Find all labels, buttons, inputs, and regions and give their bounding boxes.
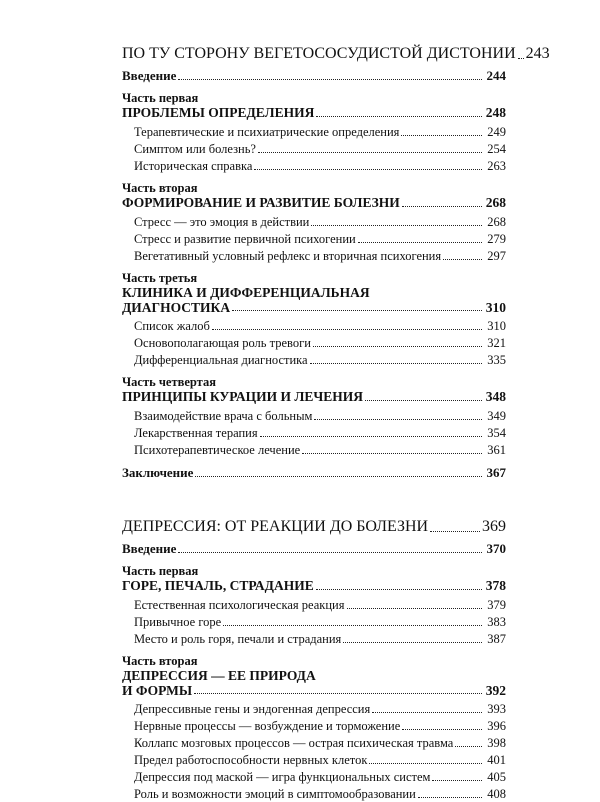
chapter-entry[interactable] — [122, 123, 506, 140]
part-title-entry[interactable] — [122, 668, 506, 698]
page-number: 379 — [487, 598, 506, 612]
chapter-entry[interactable] — [122, 630, 506, 647]
chapter-entry[interactable] — [122, 785, 506, 802]
chapter-title: Место и роль горя, печали и страдания — [134, 632, 342, 646]
chapter-title: Роль и возможности эмоций в симптомообразовании — [134, 787, 416, 801]
part-title: ГОРЕ, ПЕЧАЛЬ, СТРАДАНИЕ — [122, 578, 314, 593]
chapter-entry[interactable] — [122, 700, 506, 717]
chapter-title: Психотерапевтическое лечение — [134, 443, 301, 457]
page-number: 243 — [525, 45, 550, 62]
conclusion-label: Заключение — [122, 465, 194, 480]
chapter-entry[interactable] — [122, 734, 506, 751]
page-number: 354 — [487, 426, 506, 440]
leader-dots — [316, 589, 482, 590]
chapter-entry[interactable] — [122, 613, 506, 630]
part-title: ДИАГНОСТИКА — [122, 300, 231, 315]
chapter-entry[interactable] — [122, 247, 506, 264]
chapter-title: Лекарственная терапия — [134, 426, 258, 440]
page-number: 392 — [485, 683, 506, 698]
chapter-title: Депрессия под маской — игра функциональных систем — [134, 770, 431, 784]
leader-dots — [178, 79, 482, 80]
chapter-title: Естественная психологическая реакция — [134, 598, 345, 612]
part-label: Часть четвертая — [122, 375, 216, 389]
book-title-entry[interactable] — [122, 42, 550, 63]
part-label: Часть первая — [122, 564, 199, 578]
chapter-entry[interactable] — [122, 334, 506, 351]
page-number: 268 — [487, 215, 506, 229]
part-title: ПРОБЛЕМЫ ОПРЕДЕЛЕНИЯ — [122, 105, 315, 120]
chapter-list — [122, 407, 506, 458]
leader-dots — [432, 780, 482, 781]
leader-dots — [232, 310, 482, 311]
page-number: 393 — [487, 702, 506, 716]
part-title: ФОРМИРОВАНИЕ И РАЗВИТИЕ БОЛЕЗНИ — [122, 195, 400, 210]
chapter-title: Терапевтические и психиатрические определения — [134, 125, 400, 139]
chapter-entry[interactable] — [122, 424, 506, 441]
chapter-list — [122, 123, 506, 174]
chapter-entry[interactable] — [122, 717, 506, 734]
page-number: 297 — [487, 249, 506, 263]
chapter-title: Основополагающая роль тревоги — [134, 336, 311, 350]
chapter-list — [122, 317, 506, 368]
leader-dots — [518, 58, 524, 59]
leader-dots — [372, 712, 482, 713]
chapter-list — [122, 213, 506, 264]
part-title: КЛИНИКА И ДИФФЕРЕНЦИАЛЬНАЯ — [122, 285, 370, 300]
page-number: 310 — [485, 300, 506, 315]
leader-dots — [194, 693, 482, 694]
intro-entry[interactable] — [122, 540, 506, 557]
page-number: 387 — [487, 632, 506, 646]
leader-dots — [347, 608, 483, 609]
part-title-entry[interactable] — [122, 389, 506, 405]
chapter-entry[interactable] — [122, 351, 506, 368]
book-title-entry[interactable] — [122, 515, 506, 536]
page-number: 405 — [487, 770, 506, 784]
chapter-entry[interactable] — [122, 317, 506, 334]
chapter-title: Нервные процессы — возбуждение и торможение — [134, 719, 401, 733]
leader-dots — [310, 363, 482, 364]
page-number: 321 — [487, 336, 506, 350]
intro-entry[interactable] — [122, 67, 506, 84]
leader-dots — [343, 642, 482, 643]
part-title-entry[interactable] — [122, 285, 506, 315]
part-label: Часть третья — [122, 271, 198, 285]
page-number: 383 — [487, 615, 506, 629]
chapter-entry[interactable] — [122, 230, 506, 247]
chapter-entry[interactable] — [122, 441, 506, 458]
part-label: Часть первая — [122, 91, 199, 105]
intro-label: Введение — [122, 541, 177, 556]
page-number: 408 — [487, 787, 506, 801]
book-title: ДЕПРЕССИЯ: ОТ РЕАКЦИИ ДО БОЛЕЗНИ — [122, 518, 429, 535]
part-title: И ФОРМЫ — [122, 683, 193, 698]
leader-dots — [311, 225, 482, 226]
conclusion-entry[interactable] — [122, 464, 506, 481]
page-number: 401 — [487, 753, 506, 767]
leader-dots — [358, 242, 482, 243]
leader-dots — [302, 453, 482, 454]
leader-dots — [402, 206, 482, 207]
page-number: 349 — [487, 409, 506, 423]
chapter-entry[interactable] — [122, 751, 506, 768]
page-number: 361 — [487, 443, 506, 457]
leader-dots — [369, 763, 482, 764]
page-number: 367 — [486, 465, 506, 480]
chapter-title: Депрессивные гены и эндогенная депрессия — [134, 702, 371, 716]
part-label: Часть вторая — [122, 181, 198, 195]
page-number: 348 — [485, 389, 506, 404]
chapter-title: Симптом или болезнь? — [134, 142, 256, 156]
chapter-entry[interactable] — [122, 596, 506, 613]
chapter-title: Взаимодействие врача с больным — [134, 409, 313, 423]
chapter-list — [122, 700, 506, 802]
leader-dots — [178, 552, 482, 553]
page-number: 398 — [487, 736, 506, 750]
chapter-title: Вегетативный условный рефлекс и вторичная психогения — [134, 249, 442, 263]
part-title-entry[interactable] — [122, 195, 506, 211]
part-title-entry[interactable] — [122, 578, 506, 594]
page-number: 268 — [485, 195, 506, 210]
leader-dots — [258, 152, 482, 153]
chapter-entry[interactable] — [122, 407, 506, 424]
leader-dots — [316, 116, 482, 117]
book-separator — [122, 481, 506, 515]
leader-dots — [443, 259, 482, 260]
book-title: ПО ТУ СТОРОНУ ВЕГЕТОСОСУДИСТОЙ ДИСТОНИИ — [122, 45, 516, 62]
page-number: 369 — [482, 518, 506, 535]
page-number: 370 — [486, 541, 506, 556]
chapter-entry[interactable] — [122, 213, 506, 230]
page-number: 335 — [487, 353, 506, 367]
page-number: 263 — [487, 159, 506, 173]
leader-dots — [212, 329, 482, 330]
page-number: 310 — [487, 319, 506, 333]
part-title: ДЕПРЕССИЯ — ЕЕ ПРИРОДА — [122, 668, 316, 683]
leader-dots — [401, 135, 482, 136]
leader-dots — [418, 797, 482, 798]
leader-dots — [314, 419, 482, 420]
chapter-title: Предел работоспособности нервных клеток — [134, 753, 368, 767]
leader-dots — [313, 346, 482, 347]
part-title: ПРИНЦИПЫ КУРАЦИИ И ЛЕЧЕНИЯ — [122, 389, 364, 404]
chapter-entry[interactable] — [122, 768, 506, 785]
leader-dots — [455, 746, 482, 747]
chapter-title: Привычное горе — [134, 615, 222, 629]
leader-dots — [254, 169, 482, 170]
page-number: 378 — [485, 578, 506, 593]
chapter-title: Дифференциальная диагностика — [134, 353, 308, 367]
part-title-entry[interactable] — [122, 105, 506, 121]
chapter-entry[interactable] — [122, 140, 506, 157]
chapter-title: Стресс и развитие первичной психогении — [134, 232, 356, 246]
page-number: 249 — [487, 125, 506, 139]
leader-dots — [365, 400, 482, 401]
page-number: 248 — [485, 105, 506, 120]
page-number: 254 — [487, 142, 506, 156]
chapter-entry[interactable] — [122, 157, 506, 174]
leader-dots — [402, 729, 482, 730]
page-number: 279 — [487, 232, 506, 246]
chapter-title: Коллапс мозговых процессов — острая психическая травма — [134, 736, 454, 750]
leader-dots — [223, 625, 482, 626]
intro-label: Введение — [122, 68, 177, 83]
part-label: Часть вторая — [122, 654, 198, 668]
page-number: 244 — [486, 68, 506, 83]
chapter-title: Стресс — это эмоция в действии — [134, 215, 310, 229]
leader-dots — [430, 531, 480, 532]
page-number: 396 — [487, 719, 506, 733]
table-of-contents — [122, 42, 550, 802]
chapter-title: Историческая справка — [134, 159, 253, 173]
chapter-title: Список жалоб — [134, 319, 210, 333]
leader-dots — [195, 476, 482, 477]
leader-dots — [260, 436, 482, 437]
chapter-list — [122, 596, 506, 647]
